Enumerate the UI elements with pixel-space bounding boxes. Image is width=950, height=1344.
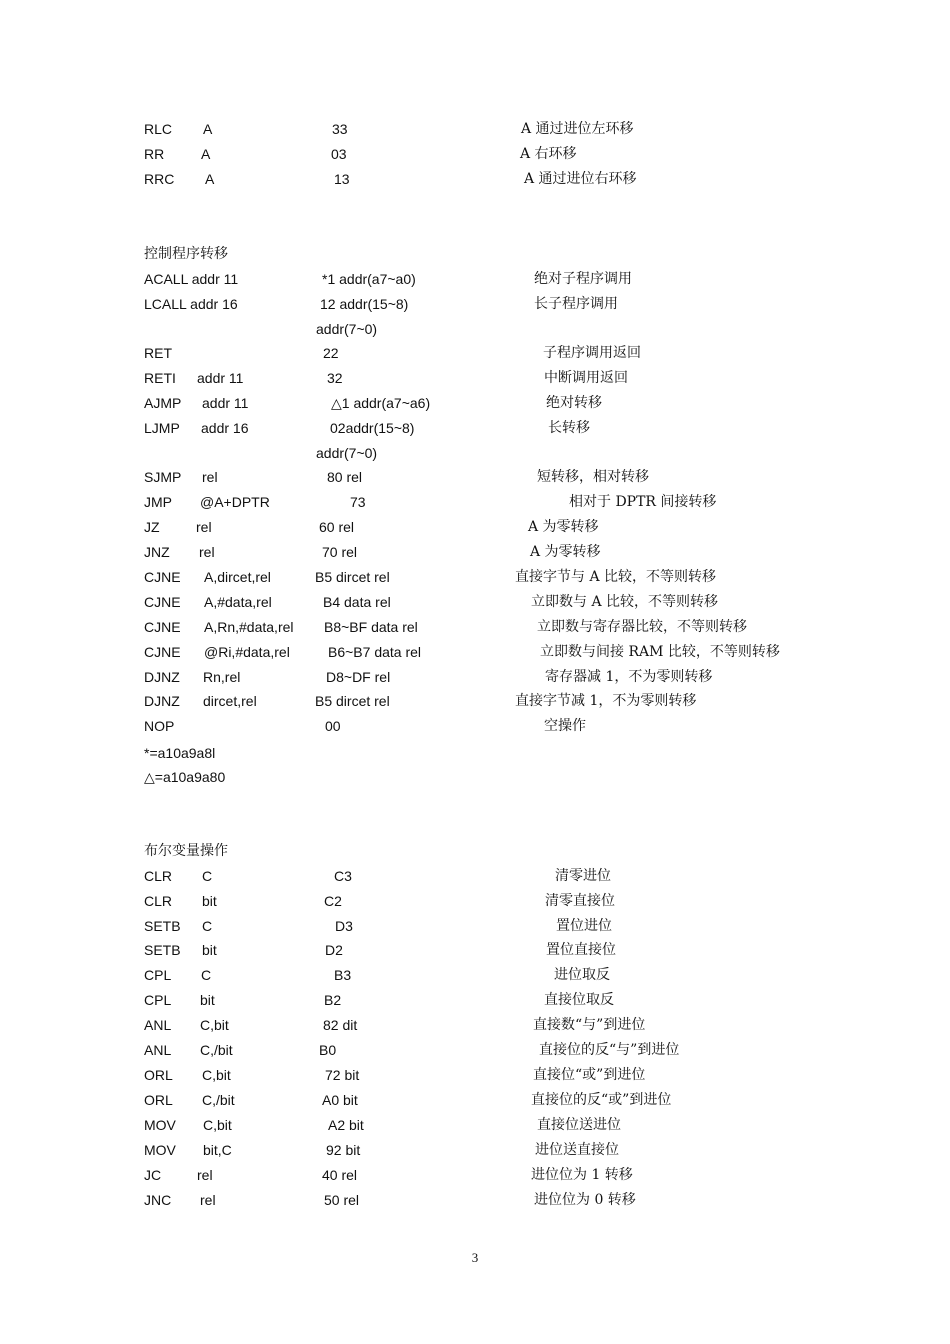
instruction-row — [0, 517, 950, 537]
mnemonic: RET — [144, 345, 172, 361]
description: 进位取反 — [554, 967, 610, 983]
operand: A — [201, 146, 211, 162]
operand: bit — [202, 942, 217, 958]
operand: rel — [199, 544, 215, 560]
instruction-row-continuation — [0, 443, 950, 463]
description: 直接字节与 A 比较，不等则转移 — [515, 569, 717, 585]
description: A 为零转移 — [530, 544, 601, 560]
instruction-row — [0, 617, 950, 637]
description: A 通过进位右环移 — [524, 171, 637, 187]
instruction-row — [0, 1115, 950, 1135]
operand: @Ri,#data,rel — [204, 644, 290, 660]
description: 直接位的反“或”到进位 — [531, 1092, 672, 1108]
operand: C,bit — [200, 1017, 229, 1033]
description: 进位位为 0 转移 — [534, 1192, 636, 1208]
opcode: 02addr(15~8) — [330, 420, 415, 436]
instruction-row-continuation — [0, 319, 950, 339]
opcode: B8~BF data rel — [324, 619, 418, 635]
opcode: B4 data rel — [323, 594, 391, 610]
mnemonic: CPL — [144, 992, 172, 1008]
operand: rel — [196, 519, 212, 535]
mnemonic: JZ — [144, 519, 160, 535]
instruction-row — [0, 866, 950, 886]
opcode: 00 — [325, 718, 341, 734]
description: 直接位“或”到进位 — [533, 1067, 646, 1083]
instruction-row — [0, 269, 950, 289]
description: 长转移 — [548, 420, 590, 436]
instruction-row — [0, 1040, 950, 1060]
description: A 为零转移 — [528, 519, 599, 535]
opcode: 72 bit — [325, 1067, 360, 1083]
operand: rel — [200, 1192, 216, 1208]
opcode: 40 rel — [322, 1167, 358, 1183]
mnemonic: CJNE — [144, 619, 181, 635]
opcode: 80 rel — [327, 469, 363, 485]
opcode: *1 addr(a7~a0) — [322, 271, 416, 287]
opcode: addr(7~0) — [316, 321, 378, 337]
mnemonic: ORL — [144, 1067, 173, 1083]
operand: A,Rn,#data,rel — [204, 619, 294, 635]
instruction-row — [0, 1190, 950, 1210]
description: 直接位送进位 — [537, 1117, 621, 1133]
opcode: C3 — [334, 868, 352, 884]
mnemonic: ORL — [144, 1092, 173, 1108]
opcode: 13 — [334, 171, 350, 187]
opcode: 12 addr(15~8) — [320, 296, 409, 312]
operand: C,/bit — [200, 1042, 233, 1058]
mnemonic: CPL — [144, 967, 172, 983]
mnemonic: CLR — [144, 868, 173, 884]
instruction-row — [0, 1015, 950, 1035]
mnemonic: MOV — [144, 1117, 176, 1133]
instruction-row — [0, 716, 950, 736]
opcode: 60 rel — [319, 519, 355, 535]
mnemonic: ANL — [144, 1017, 172, 1033]
instruction-row — [0, 294, 950, 314]
opcode: A2 bit — [328, 1117, 364, 1133]
description: 绝对转移 — [546, 395, 602, 411]
description: 相对于 DPTR 间接转移 — [569, 494, 717, 510]
operand: A — [203, 121, 213, 137]
operand: C,bit — [202, 1067, 231, 1083]
mnemonic: RLC — [144, 121, 173, 137]
mnemonic: AJMP — [144, 395, 182, 411]
description: 立即数与间接 RAM 比较，不等则转移 — [540, 644, 780, 660]
operand: C — [202, 868, 213, 884]
opcode: D2 — [325, 942, 343, 958]
instruction-row — [0, 990, 950, 1010]
description: 短转移，相对转移 — [537, 469, 649, 485]
instruction-row — [0, 916, 950, 936]
opcode: 70 rel — [322, 544, 358, 560]
operand: @A+DPTR — [200, 494, 270, 510]
instruction-row — [0, 492, 950, 512]
description: 立即数与寄存器比较，不等则转移 — [537, 619, 747, 635]
instruction-row — [0, 940, 950, 960]
instruction-row — [0, 144, 950, 164]
description: A 通过进位左环移 — [521, 121, 634, 137]
footnote: △=a10a9a80 — [144, 769, 226, 785]
operand: bit — [202, 893, 217, 909]
operand: C — [201, 967, 212, 983]
opcode: 03 — [331, 146, 347, 162]
operand: addr 11 — [202, 395, 249, 411]
instruction-row — [0, 542, 950, 562]
description: 绝对子程序调用 — [534, 271, 632, 287]
mnemonic: CJNE — [144, 594, 181, 610]
instruction-row — [0, 169, 950, 189]
operand: A,dircet,rel — [204, 569, 271, 585]
operand: addr 16 — [201, 420, 249, 436]
mnemonic: RETI — [144, 370, 176, 386]
opcode: B5 dircet rel — [315, 569, 390, 585]
opcode: D3 — [335, 918, 353, 934]
opcode: B2 — [324, 992, 342, 1008]
mnemonic: SJMP — [144, 469, 182, 485]
description: 长子程序调用 — [534, 296, 618, 312]
description: 中断调用返回 — [544, 370, 628, 386]
footnote: *=a10a9a8l — [144, 745, 216, 761]
description: 寄存器减 1，不为零则转移 — [545, 669, 713, 685]
operand: C,bit — [203, 1117, 232, 1133]
operand: A,#data,rel — [204, 594, 272, 610]
description: 空操作 — [544, 718, 586, 734]
instruction-row — [0, 1140, 950, 1160]
mnemonic: ANL — [144, 1042, 172, 1058]
instruction-row — [0, 567, 950, 587]
opcode: 73 — [350, 494, 366, 510]
mnemonic: DJNZ — [144, 693, 180, 709]
mnemonic: CJNE — [144, 569, 181, 585]
mnemonic: NOP — [144, 718, 175, 734]
mnemonic: LCALL addr 16 — [144, 296, 238, 312]
instruction-row — [0, 965, 950, 985]
mnemonic: SETB — [144, 942, 181, 958]
description: 直接位的反“与”到进位 — [539, 1042, 680, 1058]
description: 直接数“与”到进位 — [533, 1017, 646, 1033]
opcode: C2 — [324, 893, 342, 909]
opcode: B5 dircet rel — [315, 693, 390, 709]
instruction-row — [0, 119, 950, 139]
description: 进位位为 1 转移 — [531, 1167, 633, 1183]
operand: A — [205, 171, 215, 187]
section-title: 控制程序转移 — [144, 246, 228, 262]
opcode: 32 — [327, 370, 343, 386]
opcode: B6~B7 data rel — [328, 644, 422, 660]
description: 置位直接位 — [546, 942, 616, 958]
mnemonic: CLR — [144, 893, 173, 909]
description: 子程序调用返回 — [543, 345, 641, 361]
description: 进位送直接位 — [535, 1142, 619, 1158]
instruction-row — [0, 592, 950, 612]
opcode: 82 dit — [323, 1017, 358, 1033]
mnemonic: JC — [144, 1167, 162, 1183]
description: 置位进位 — [556, 918, 612, 934]
instruction-row — [0, 1165, 950, 1185]
instruction-row — [0, 393, 950, 413]
description: 直接位取反 — [544, 992, 614, 1008]
instruction-row — [0, 642, 950, 662]
operand: Rn,rel — [203, 669, 241, 685]
opcode: 22 — [323, 345, 339, 361]
instruction-row — [0, 343, 950, 363]
mnemonic: ACALL addr 11 — [144, 271, 239, 287]
section-title: 布尔变量操作 — [144, 843, 228, 859]
instruction-row — [0, 667, 950, 687]
mnemonic: RRC — [144, 171, 175, 187]
opcode: addr(7~0) — [316, 445, 378, 461]
instruction-row — [0, 467, 950, 487]
opcode: 92 bit — [326, 1142, 361, 1158]
opcode: △1 addr(a7~a6) — [331, 395, 431, 411]
operand: addr 11 — [197, 370, 244, 386]
opcode: A0 bit — [322, 1092, 358, 1108]
description: 清零进位 — [555, 868, 611, 884]
mnemonic: CJNE — [144, 644, 181, 660]
instruction-row — [0, 1065, 950, 1085]
mnemonic: JNZ — [144, 544, 170, 560]
description: 立即数与 A 比较，不等则转移 — [531, 594, 719, 610]
description: 清零直接位 — [545, 893, 615, 909]
operand: bit — [200, 992, 215, 1008]
mnemonic: LJMP — [144, 420, 180, 436]
mnemonic: JMP — [144, 494, 172, 510]
description: A 右环移 — [520, 146, 577, 162]
opcode: D8~DF rel — [326, 669, 391, 685]
mnemonic: SETB — [144, 918, 181, 934]
instruction-row — [0, 418, 950, 438]
operand: rel — [197, 1167, 213, 1183]
opcode: B3 — [334, 967, 352, 983]
instruction-row — [0, 1090, 950, 1110]
operand: rel — [202, 469, 218, 485]
mnemonic: RR — [144, 146, 165, 162]
operand: C — [202, 918, 213, 934]
mnemonic: MOV — [144, 1142, 176, 1158]
operand: dircet,rel — [203, 693, 257, 709]
instruction-row — [0, 691, 950, 711]
page-number: 3 — [471, 1250, 479, 1265]
opcode: B0 — [319, 1042, 337, 1058]
instruction-row — [0, 891, 950, 911]
mnemonic: JNC — [144, 1192, 172, 1208]
operand: C,/bit — [202, 1092, 235, 1108]
description: 直接字节减 1，不为零则转移 — [515, 693, 697, 709]
opcode: 50 rel — [324, 1192, 360, 1208]
mnemonic: DJNZ — [144, 669, 180, 685]
opcode: 33 — [332, 121, 348, 137]
operand: bit,C — [203, 1142, 232, 1158]
instruction-row — [0, 368, 950, 388]
